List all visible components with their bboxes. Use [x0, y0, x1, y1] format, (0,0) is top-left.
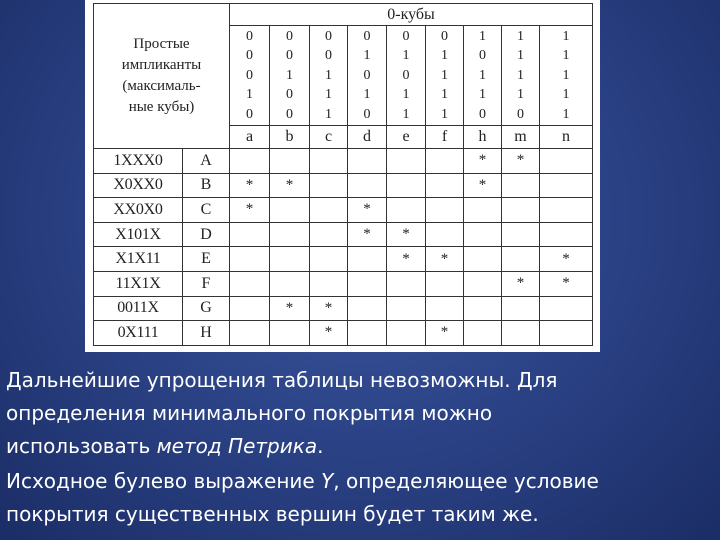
coverage-mark [348, 321, 387, 346]
implicant-cell: 1XXX0 [94, 149, 183, 174]
coverage-mark: * [502, 271, 540, 296]
cube-bits-cell [502, 26, 540, 126]
table-row [94, 247, 593, 272]
cube-bits-cell [540, 26, 593, 126]
coverage-mark [540, 149, 593, 174]
implicant-label: E [183, 247, 230, 272]
coverage-mark: * [348, 222, 387, 247]
cube-bit: 1 [562, 67, 570, 83]
text-line: . [317, 434, 324, 458]
coverage-mark [310, 149, 348, 174]
table-row [94, 296, 593, 321]
coverage-mark [310, 271, 348, 296]
coverage-mark [230, 247, 270, 272]
text-line: использовать [6, 434, 157, 458]
cube-bit: 1 [363, 87, 371, 103]
coverage-mark [270, 198, 310, 223]
coverage-mark [540, 321, 593, 346]
implicant-label: A [183, 149, 230, 174]
coverage-mark [310, 222, 348, 247]
cube-letter: m [502, 126, 540, 149]
table-row [94, 271, 593, 296]
coverage-mark [502, 173, 540, 198]
text-line: покрытия существенных вершин будет таким же. [6, 502, 539, 526]
coverage-mark [270, 321, 310, 346]
coverage-mark: * [502, 149, 540, 174]
cube-bits-cell [230, 26, 270, 126]
table-row [94, 149, 593, 174]
implicant-cell: 11X1X [94, 271, 183, 296]
coverage-mark [426, 296, 464, 321]
cube-bit: 1 [441, 67, 449, 83]
coverage-mark [270, 149, 310, 174]
coverage-mark [540, 173, 593, 198]
cube-letter: a [230, 126, 270, 149]
coverage-mark [387, 149, 426, 174]
coverage-mark [426, 149, 464, 174]
coverage-mark: * [270, 173, 310, 198]
variable-y: Y [321, 469, 334, 493]
cube-bit: 1 [363, 48, 371, 64]
coverage-mark: * [230, 198, 270, 223]
table-row [94, 222, 593, 247]
coverage-mark [426, 222, 464, 247]
cube-bit: 0 [246, 106, 254, 122]
coverage-mark: * [540, 271, 593, 296]
coverage-mark [464, 271, 502, 296]
slide-text [6, 364, 706, 531]
cube-bits-cell [464, 26, 502, 126]
coverage-mark [540, 198, 593, 223]
implicant-cell: 0011X [94, 296, 183, 321]
cube-bit: 1 [562, 28, 570, 44]
coverage-mark: * [230, 173, 270, 198]
cube-bit: 0 [363, 67, 371, 83]
cube-bit: 0 [479, 48, 487, 64]
table-row [94, 198, 593, 223]
coverage-mark: * [540, 247, 593, 272]
coverage-mark: * [426, 247, 464, 272]
coverage-mark: * [387, 222, 426, 247]
paragraph-boolean-expression [6, 465, 706, 531]
text-line: Исходное булево выражение [6, 469, 322, 493]
implicant-label: H [183, 321, 230, 346]
coverage-mark [502, 222, 540, 247]
cube-bit: 0 [286, 87, 294, 103]
text-line: , определяющее условие [333, 469, 599, 493]
cube-letter: d [348, 126, 387, 149]
cube-bit: 1 [246, 87, 254, 103]
cube-bits-cell [348, 26, 387, 126]
coverage-mark [348, 296, 387, 321]
coverage-mark: * [464, 173, 502, 198]
coverage-mark [464, 247, 502, 272]
prime-header-line: ные кубы) [128, 99, 195, 115]
prime-header-line: (максималь- [122, 78, 201, 94]
table-row [94, 321, 593, 346]
cube-bit: 0 [363, 28, 371, 44]
implicant-cell: XX0X0 [94, 198, 183, 223]
coverage-mark [387, 198, 426, 223]
coverage-mark [230, 271, 270, 296]
cube-bit: 0 [246, 48, 254, 64]
cube-bit: 1 [325, 87, 333, 103]
cube-bit: 0 [325, 28, 333, 44]
coverage-mark [348, 149, 387, 174]
cube-bit: 0 [402, 28, 410, 44]
coverage-mark [348, 173, 387, 198]
coverage-mark [310, 173, 348, 198]
coverage-mark [270, 247, 310, 272]
cube-bit: 0 [402, 67, 410, 83]
prime-header-line: импликанты [121, 57, 202, 73]
cube-bits-cell [426, 26, 464, 126]
coverage-mark [310, 247, 348, 272]
coverage-mark [464, 321, 502, 346]
cube-letter: h [464, 126, 502, 149]
coverage-mark [502, 247, 540, 272]
coverage-mark: * [348, 198, 387, 223]
coverage-mark [387, 173, 426, 198]
cube-bit: 1 [517, 67, 525, 83]
coverage-mark [426, 173, 464, 198]
coverage-mark [540, 296, 593, 321]
coverage-mark [348, 271, 387, 296]
prime-header-line: Простые [133, 36, 190, 52]
coverage-mark [230, 222, 270, 247]
cube-bit: 1 [286, 67, 294, 83]
prime-implicants-header [94, 4, 230, 149]
cube-bits-cell [387, 26, 426, 126]
implicant-cell: 0X111 [94, 321, 183, 346]
petrick-method-term: метод Петрика [156, 434, 318, 458]
cube-bit: 0 [479, 106, 487, 122]
coverage-mark [502, 198, 540, 223]
cube-letter: n [540, 126, 593, 149]
cube-letter: e [387, 126, 426, 149]
coverage-mark [387, 271, 426, 296]
coverage-mark [387, 321, 426, 346]
coverage-mark [348, 247, 387, 272]
cube-bit: 1 [441, 48, 449, 64]
implicant-label: C [183, 198, 230, 223]
cube-bit: 0 [441, 28, 449, 44]
cube-bit: 1 [562, 48, 570, 64]
cube-bit: 1 [517, 28, 525, 44]
cube-bit: 1 [441, 106, 449, 122]
coverage-mark: * [310, 296, 348, 321]
implicant-label: F [183, 271, 230, 296]
coverage-mark: * [310, 321, 348, 346]
cube-bit: 1 [479, 28, 487, 44]
cube-bit: 0 [246, 28, 254, 44]
cube-bit: 1 [402, 106, 410, 122]
coverage-mark [310, 198, 348, 223]
coverage-mark: * [270, 296, 310, 321]
coverage-mark [230, 321, 270, 346]
cube-bit: 1 [402, 48, 410, 64]
prime-implicant-table [93, 3, 593, 346]
coverage-mark [270, 222, 310, 247]
coverage-mark [426, 271, 464, 296]
cube-bit: 0 [363, 106, 371, 122]
cube-bit: 1 [517, 48, 525, 64]
coverage-mark [426, 198, 464, 223]
cube-bit: 1 [325, 106, 333, 122]
cube-bits-cell [310, 26, 348, 126]
prime-implicant-table-image [85, 0, 600, 352]
implicant-cell: X1X11 [94, 247, 183, 272]
cube-bit: 0 [286, 106, 294, 122]
cube-bit: 0 [325, 48, 333, 64]
coverage-mark [387, 296, 426, 321]
coverage-mark [270, 271, 310, 296]
cube-bit: 0 [286, 48, 294, 64]
cube-letter: c [310, 126, 348, 149]
cube-bits-cell [270, 26, 310, 126]
paragraph-petrick [6, 364, 706, 463]
coverage-mark [230, 296, 270, 321]
coverage-mark: * [426, 321, 464, 346]
cube-letter: f [426, 126, 464, 149]
cube-bit: 1 [562, 106, 570, 122]
text-line: определения минимального покрытия можно [6, 401, 493, 425]
zero-cubes-header: 0-кубы [230, 4, 593, 26]
implicant-label: B [183, 173, 230, 198]
cube-bit: 1 [562, 87, 570, 103]
implicant-label: D [183, 222, 230, 247]
coverage-mark [502, 296, 540, 321]
cube-letter: b [270, 126, 310, 149]
cube-bit: 1 [325, 67, 333, 83]
coverage-mark [464, 198, 502, 223]
implicant-cell: X101X [94, 222, 183, 247]
cube-bit: 1 [441, 87, 449, 103]
cube-bit: 1 [479, 87, 487, 103]
text-line: Дальнейшие упрощения таблицы невозможны. Для [6, 368, 558, 392]
implicant-label: G [183, 296, 230, 321]
cube-bit: 0 [286, 28, 294, 44]
coverage-mark [464, 222, 502, 247]
cube-bit: 1 [517, 87, 525, 103]
implicant-cell: X0XX0 [94, 173, 183, 198]
coverage-mark [230, 149, 270, 174]
cube-bit: 0 [246, 67, 254, 83]
cube-bit: 1 [402, 87, 410, 103]
coverage-mark: * [464, 149, 502, 174]
coverage-mark [464, 296, 502, 321]
coverage-mark: * [387, 247, 426, 272]
coverage-mark [502, 321, 540, 346]
coverage-mark [540, 222, 593, 247]
table-row [94, 173, 593, 198]
cube-bit: 0 [517, 106, 525, 122]
cube-bit: 1 [479, 67, 487, 83]
